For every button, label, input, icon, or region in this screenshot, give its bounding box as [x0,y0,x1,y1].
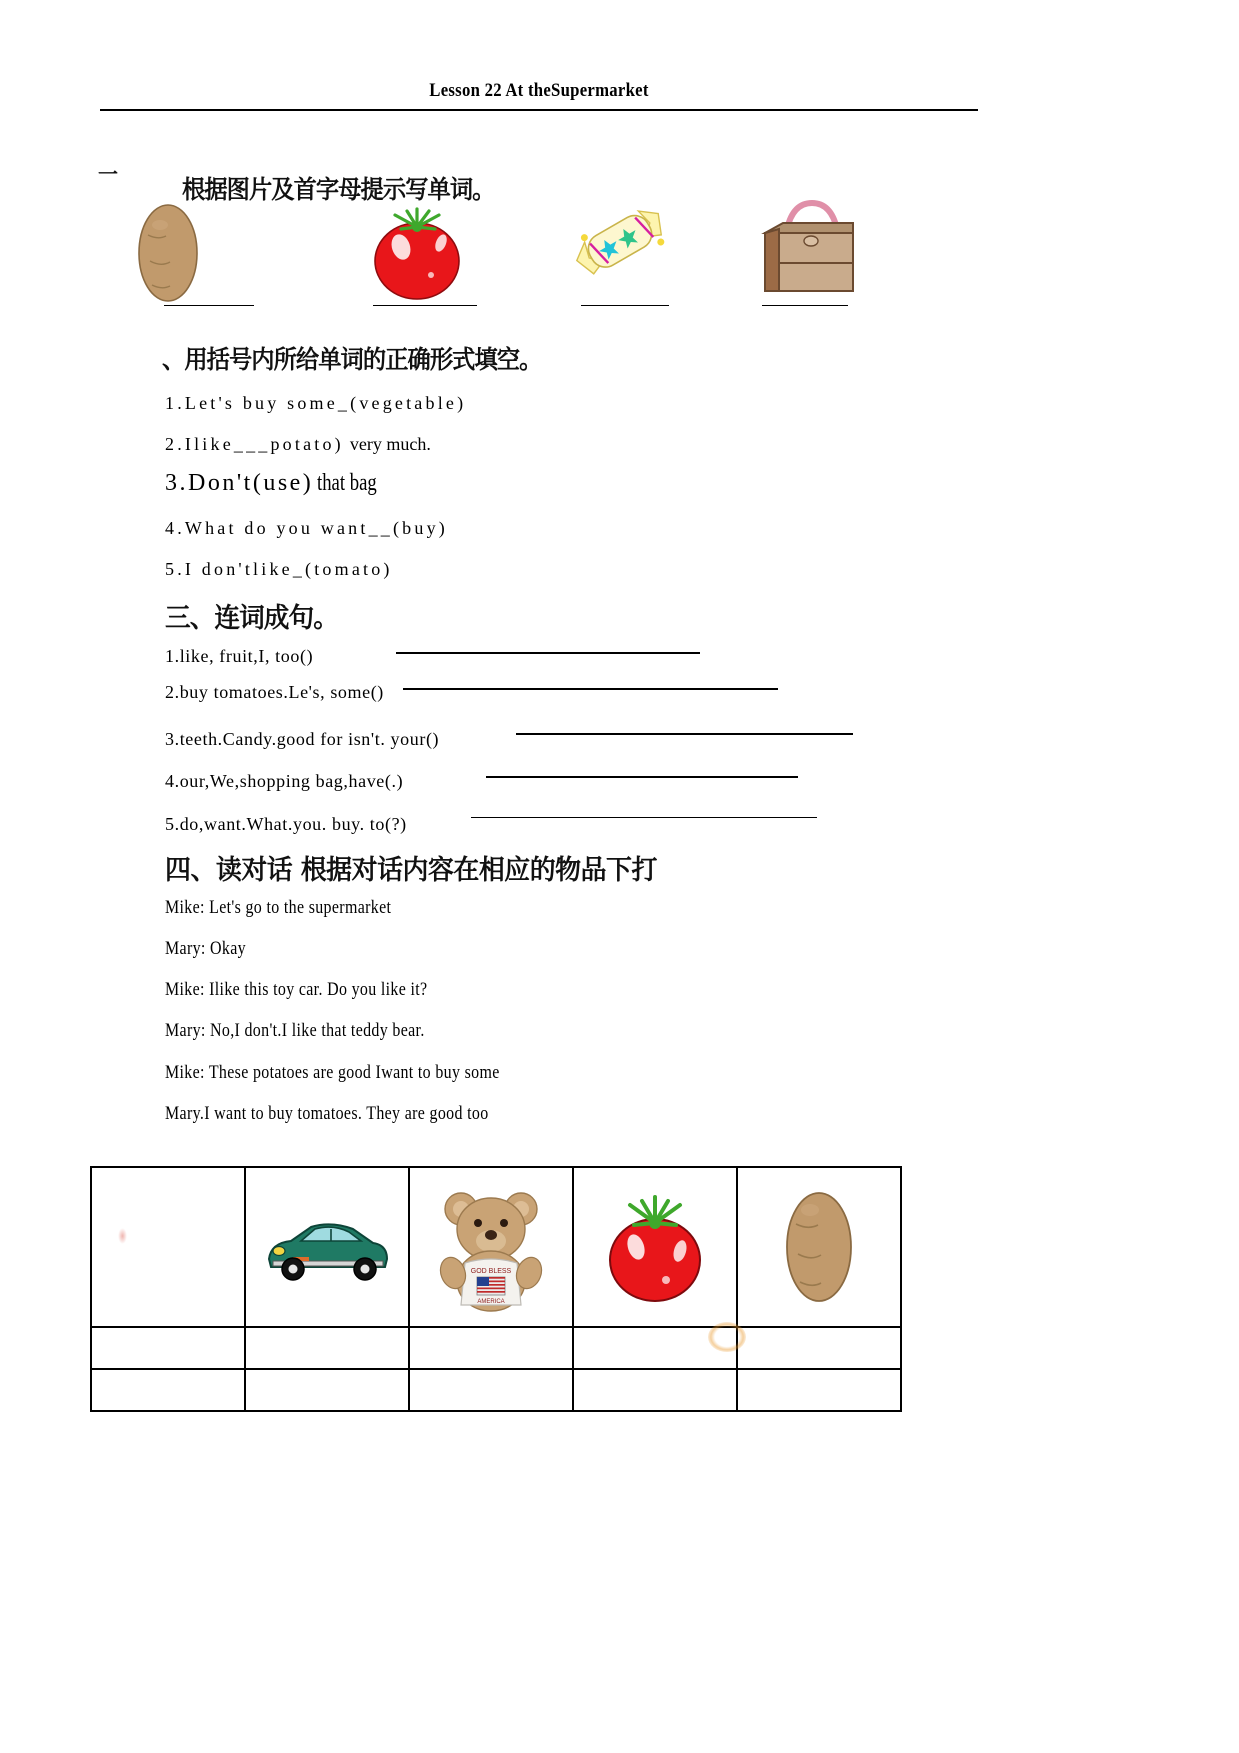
page-title: Lesson 22 At theSupermarket [429,80,649,101]
dialogue-line-1 [165,897,434,919]
answer-cell[interactable] [91,1327,245,1369]
dialogue-text: Mary: No,I don't.I like that teddy bear. [165,1020,425,1041]
answer-blank-1[interactable] [164,305,254,306]
answer-blank-2[interactable] [373,305,477,306]
potato-icon [764,1182,874,1312]
section2-item-3-tail: that bag [317,470,378,496]
answer-cell[interactable] [573,1369,737,1411]
section2-item-3 [165,470,394,497]
section4-title: 四、读对话 根据对话内容在相应的物品下打 [165,855,657,886]
section2-item-3-main: 3.Don't(use) [165,470,314,496]
section3-item-5: 5.do,want.What.you. buy. to(?) [165,814,407,834]
answer-cell[interactable] [245,1369,409,1411]
cell-toy-car[interactable] [245,1167,409,1327]
dialogue-text: Mike: These potatoes are good Iwant to buy some [165,1062,500,1083]
section1-picture-row [100,185,980,305]
section2-title: 、用括号内所给单词的正确形式填空。 [162,345,542,374]
dialogue-line-5 [165,1062,563,1084]
section1-answer-blanks [100,305,980,319]
section2-item-2-tail: very much. [349,434,431,454]
section2-item-1: 1.Let's buy some_(vegetable) [165,393,467,413]
section3-item-3: 3.teeth.Candy.good for isn't. your() [165,729,440,749]
section3-answer-line-2[interactable] [403,688,778,690]
svg-text:GOD BLESS: GOD BLESS [470,1268,512,1275]
answer-blank-4[interactable] [762,305,848,306]
answer-cell[interactable] [409,1369,573,1411]
table-row-answer-2 [91,1369,901,1411]
answer-blank-3[interactable] [581,305,669,306]
answer-cell[interactable] [245,1327,409,1369]
potato-image [120,195,250,305]
answer-cell[interactable] [737,1369,901,1411]
answer-cell[interactable] [737,1327,901,1369]
header-divider [100,109,978,111]
cell-tomato[interactable] [573,1167,737,1327]
section3-item-2: 2.buy tomatoes.Le's, some() [165,682,384,702]
dialogue-text: Mary.I want to buy tomatoes. They are good too [165,1103,489,1124]
section3-answer-line-5[interactable] [471,817,817,818]
answer-cell[interactable] [91,1369,245,1411]
dialogue-line-2 [165,938,261,960]
section2-item-5: 5.I don'tlike_(tomato) [165,559,393,579]
section3-answer-line-3[interactable] [516,733,853,735]
section1-title: 根据图片及首字母提示写单词。 [182,175,495,204]
section2-item-2-main: 2.Ilike___potato) [165,434,344,454]
tomato-icon [590,1185,720,1310]
scan-artifact-orange [708,1322,746,1352]
tomato-image [355,195,485,305]
section2-item-2 [165,434,431,455]
table-row-answer-1 [91,1327,901,1369]
section3-answer-line-1[interactable] [396,652,700,654]
dialogue-text: Mike: Let's go to the supermarket [165,897,392,918]
cell-teddy-bear[interactable] [409,1167,573,1327]
dialogue-line-3 [165,979,477,1001]
section3-item-4: 4.our,We,shopping bag,have(.) [165,771,404,791]
dialogue-text: Mike: Ilike this toy car. Do you like it? [165,979,428,1000]
cell-potato[interactable] [737,1167,901,1327]
toy-car-icon [257,1207,397,1287]
table-row-images [91,1167,901,1327]
dialogue-line-4 [165,1020,474,1042]
dialogue-line-6 [165,1103,550,1125]
section3-title: 三、连词成句。 [165,603,338,634]
answer-cell[interactable] [409,1327,573,1369]
cell-empty[interactable] [91,1167,245,1327]
scan-artifact-pink [118,1228,127,1244]
svg-text:AMERICA: AMERICA [477,1299,505,1305]
dialogue-text: Mary: Okay [165,938,246,959]
handbag-image [745,195,875,305]
teddy-bear-icon [431,1177,551,1317]
page-header [100,80,978,111]
section3-item-1: 1.like, fruit,I, too() [165,646,314,666]
section2-item-4: 4.What do you want__(buy) [165,518,448,538]
candy-image [560,195,690,305]
section3-answer-line-4[interactable] [486,776,798,778]
check-table [90,1166,902,1412]
section1-number: 一 [98,162,118,186]
